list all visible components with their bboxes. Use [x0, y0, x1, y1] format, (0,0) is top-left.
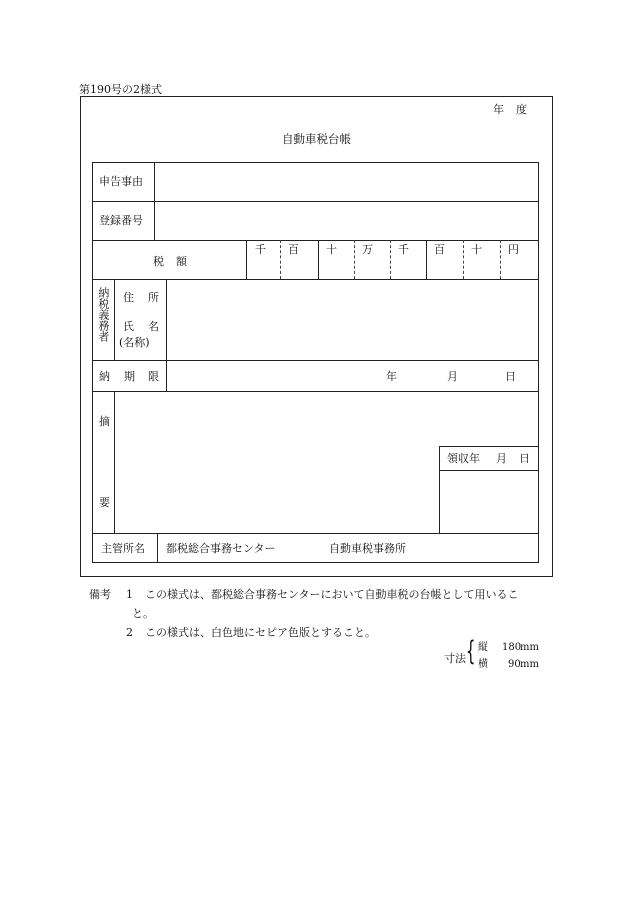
dimensions-brace: {	[466, 636, 476, 667]
tax-unit-label: 百	[434, 243, 445, 256]
row-line	[92, 533, 539, 534]
registration-number-label: 登録番号	[99, 214, 143, 227]
tax-digit-divider	[354, 240, 355, 279]
row-line	[92, 391, 539, 392]
tax-unit-label: 百	[288, 243, 299, 256]
taxpayer-divider	[166, 279, 167, 391]
row-line	[92, 360, 539, 361]
receipt-date-label: 領収年	[447, 452, 480, 465]
remarks-label-1: 摘	[99, 415, 110, 428]
tax-unit-label: 千	[255, 243, 266, 256]
tax-unit-label: 千	[398, 243, 409, 256]
row-line	[92, 201, 539, 202]
tax-digit-divider	[280, 240, 281, 279]
deadline-label-1: 納	[99, 370, 110, 383]
name-label-2: 名	[148, 320, 159, 333]
tax-digit-divider	[390, 240, 391, 279]
dimensions-height-value: 180	[502, 642, 522, 653]
deadline-month: 月	[447, 370, 458, 383]
address-label-2: 所	[148, 291, 159, 304]
dimensions-width-label: 横	[478, 659, 488, 670]
receipt-box-line	[439, 470, 539, 471]
note-number: 2	[126, 626, 133, 639]
name-label-1: 氏	[123, 320, 134, 333]
tax-unit-label: 十	[471, 243, 482, 256]
note-text: と。	[132, 607, 154, 620]
taxpayer-side-label: 納税義務者	[96, 287, 110, 342]
row-line	[92, 240, 539, 241]
remarks-label-2: 要	[99, 496, 110, 509]
receipt-date-month: 月	[496, 452, 507, 465]
row-line	[92, 279, 539, 280]
tax-unit-label: 十	[326, 243, 337, 256]
note-number: 1	[126, 588, 133, 601]
tax-unit-label: 円	[508, 243, 519, 256]
dimensions-width-value: 90	[508, 659, 521, 670]
report-reason-label: 申告事由	[99, 175, 143, 188]
tax-unit-label: 万	[362, 243, 373, 256]
tax-digit-divider	[318, 240, 319, 279]
receipt-date-day: 日	[519, 452, 530, 465]
deadline-label-2: 期	[124, 370, 135, 383]
office-name: 自動車税事務所	[329, 542, 406, 555]
dimensions-height-label: 縦	[478, 642, 488, 653]
deadline-year: 年	[386, 370, 397, 383]
notes-heading: 備考	[89, 588, 111, 601]
name-note: (名称)	[119, 336, 150, 349]
note-text: この様式は、都税総合事務センターにおいて自動車税の台帳として用いるこ	[145, 588, 519, 601]
note-text: この様式は、白色地にセピア色版とすること。	[145, 626, 376, 639]
remarks-divider	[114, 391, 115, 533]
ledger-table	[92, 162, 539, 563]
tax-digit-divider	[500, 240, 501, 279]
fiscal-year-nen: 年	[493, 103, 504, 116]
office-label: 主管所名	[101, 542, 145, 555]
deadline-label-3: 限	[148, 370, 159, 383]
tax-digit-divider	[463, 240, 464, 279]
tax-digit-divider	[246, 240, 247, 279]
tax-amount-label-2: 額	[176, 255, 187, 268]
dimensions-label: 寸法	[444, 652, 466, 665]
tax-amount-label-1: 税	[153, 255, 164, 268]
label-divider	[154, 162, 155, 240]
form-number: 第190号の2様式	[79, 83, 162, 96]
receipt-box-top	[439, 446, 539, 447]
address-label-1: 住	[123, 291, 134, 304]
fiscal-year-do: 度	[516, 103, 527, 116]
taxpayer-divider	[114, 279, 115, 360]
dimensions-unit: mm	[520, 659, 539, 670]
office-divider	[157, 533, 158, 563]
deadline-day: 日	[505, 370, 516, 383]
dimensions-unit: mm	[520, 642, 539, 653]
office-center: 都税総合事務センター	[166, 542, 276, 555]
receipt-box-divider	[439, 446, 440, 533]
tax-digit-divider	[426, 240, 427, 279]
form-title: 自動車税台帳	[282, 132, 351, 146]
